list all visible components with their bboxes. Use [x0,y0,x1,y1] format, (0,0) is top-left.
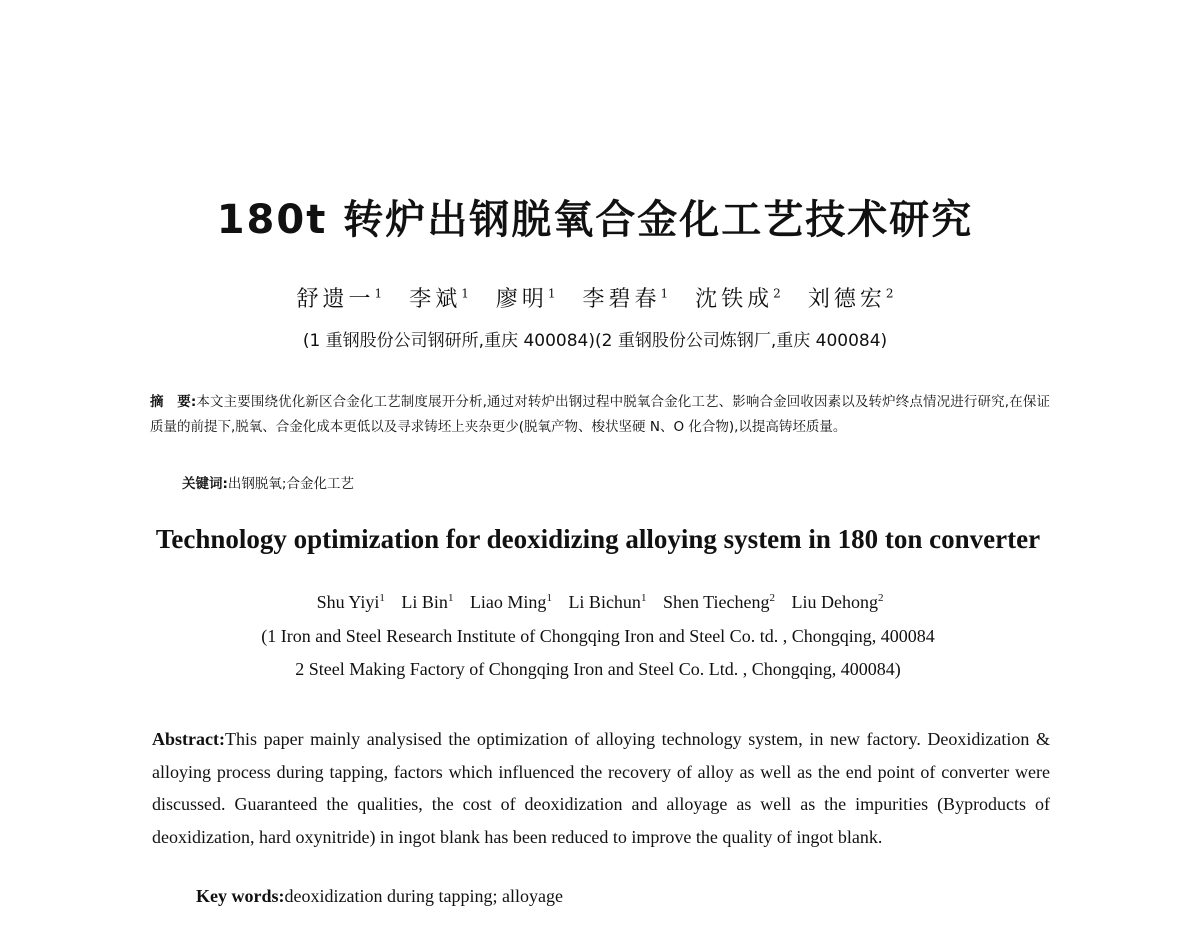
abstract-cn [150,390,1050,440]
author-en: Liao Ming$^1$ [469,592,552,612]
affiliation-cn: (1 重钢股份公司钢研所,重庆 400084)(2 重钢股份公司炼钢厂,重庆 400084) [302,331,888,351]
affiliation-en-1: (1 Iron and Steel Research Institute of Chongqing Iron and Steel Co. td. , Chongqing, 400084 [261,626,935,646]
keywords-label-en: Key words: [196,886,285,906]
author-cn: 刘德宏$^2$ [807,286,894,312]
abstract-en [152,723,1050,853]
author-cn: 廖明$^1$ [495,286,556,312]
keywords-cn [182,472,354,492]
paper-title-cn: 180t 转炉出钢脱氧合金化工艺技术研究 [216,197,974,243]
keywords-text-en: deoxidization during tapping; alloyage [284,886,563,906]
author-en: Li Bin$^1$ [401,592,454,612]
author-cn: 李碧春$^1$ [582,286,669,312]
paper-title-en: Technology optimization for deoxidizing alloying system in 180 ton converter [155,524,1041,554]
keywords-en [196,886,563,907]
abstract-label-cn: 摘 要: [150,394,197,410]
author-cn: 李斌$^1$ [409,286,469,312]
keywords-text-cn: 出钢脱氧;合金化工艺 [227,476,354,492]
author-en: Li Bichun$^1$ [568,592,647,612]
author-en: Liu Dehong$^2$ [791,592,884,612]
keywords-label-cn: 关键词: [182,476,228,492]
abstract-label-en: Abstract: [152,729,225,749]
author-list-en [0,592,1200,613]
affiliation-en-2: 2 Steel Making Factory of Chongqing Iron and Steel Co. Ltd. , Chongqing, 400084) [295,659,901,679]
author-cn: 沈铁成$^2$ [695,286,781,312]
author-en: Shen Tiecheng$^2$ [662,592,775,612]
author-list-cn [0,282,1190,313]
author-en: Shu Yiyi$^1$ [316,592,385,612]
abstract-text-en: This paper mainly analysised the optimization of alloying technology system, in new factory. Deoxidization & alloying process during tapping, factors which influenced the recovery of alloy as well as the end point of converter were discussed. Guaranteed the qualities, the cost of deoxidization and alloyage as well as the impurities (Byproducts of deoxidization, hard oxynitride) in ingot blank has been reduced to improve the quality of ingot blank. [152,729,1050,847]
abstract-text-cn: 本文主要围绕优化新区合金化工艺制度展开分析,通过对转炉出钢过程中脱氧合金化工艺、影响合金回收因素以及转炉终点情况进行研究,在保证质量的前提下,脱氧、合金化成本更低以及寻求铸坯上夹杂更少(脱氧产物、梭状坚硬 N、O 化合物),以提高铸坯质量。 [150,394,1050,435]
author-cn: 舒遗一$^1$ [296,286,383,312]
